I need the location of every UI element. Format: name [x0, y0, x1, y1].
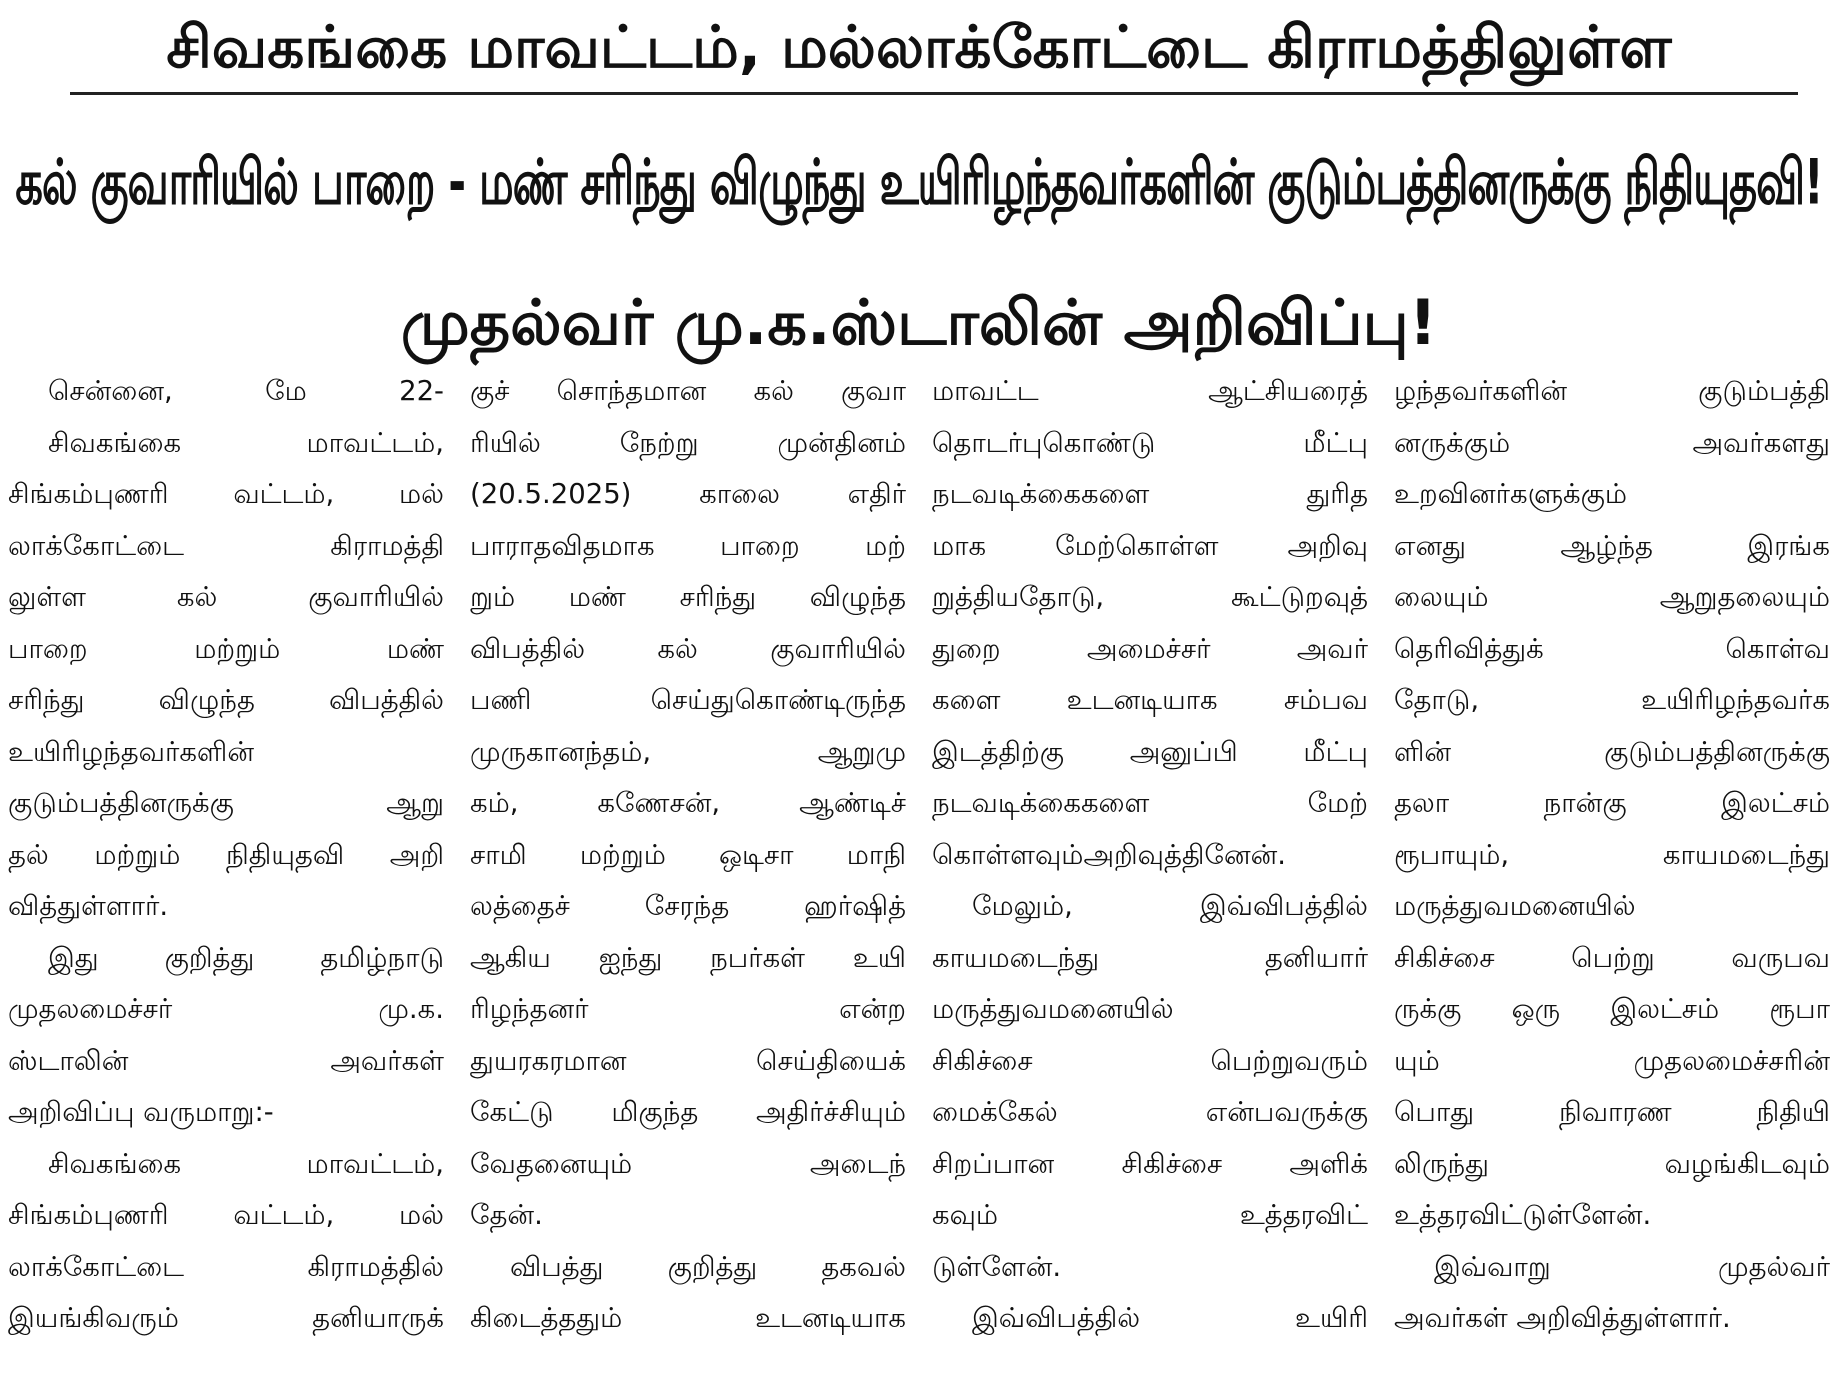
body-line: மைக்கேல் என்பவருக்கு — [932, 1096, 1368, 1128]
body-line: (20.5.2025) காலை எதிர் — [470, 478, 906, 510]
body-line: சென்னை, மே 22- — [48, 375, 444, 407]
body-line: ழந்தவர்களின் குடும்பத்தி — [1394, 375, 1830, 407]
body-line: லாக்கோட்டை கிராமத்தில் — [8, 1250, 444, 1283]
article-column-3 — [932, 366, 1368, 1366]
body-line: சிவகங்கை மாவட்டம், — [48, 426, 444, 459]
body-line: டுள்ளேன். — [932, 1250, 1062, 1283]
sub-headline: முதல்வர் மு.க.ஸ்டாலின் அறிவிப்பு! — [400, 286, 1438, 359]
body-line: முருகானந்தம், ஆறுமு — [470, 735, 906, 768]
body-line: சிகிச்சை பெற்று வருபவ — [1394, 941, 1830, 974]
body-line: நடவடிக்கைகளை துரித — [932, 478, 1368, 510]
body-line: லாக்கோட்டை கிராமத்தி — [8, 529, 444, 562]
body-line: மாக மேற்கொள்ள அறிவு — [932, 529, 1368, 562]
body-line: உத்தரவிட்டுள்ளேன். — [1394, 1199, 1652, 1231]
body-line: லிருந்து வழங்கிடவும் — [1394, 1147, 1830, 1180]
body-line: சிகிச்சை பெற்றுவரும் — [932, 1044, 1368, 1077]
body-line: அறிவிப்பு வருமாறு:- — [8, 1096, 274, 1128]
body-line: இடத்திற்கு அனுப்பி மீட்பு — [932, 735, 1368, 768]
body-line: எனது ஆழ்ந்த இரங்க — [1394, 529, 1830, 562]
body-line: பாராதவிதமாக பாறை மற் — [470, 529, 906, 562]
body-line: குச் சொந்தமான கல் குவா — [470, 375, 906, 407]
body-line: சிங்கம்புணரி வட்டம், மல் — [8, 478, 444, 510]
body-line: மாவட்ட ஆட்சியரைத் — [932, 375, 1368, 407]
body-line: கொள்ளவும்அறிவுத்தினேன். — [932, 838, 1287, 871]
body-line: துறை அமைச்சர் அவர் — [932, 632, 1368, 665]
body-line: தலா நான்கு இலட்சம் — [1394, 787, 1830, 819]
body-line: தெரிவித்துக் கொள்வ — [1394, 632, 1830, 665]
body-line: பணி செய்துகொண்டிருந்த — [470, 684, 906, 716]
body-line: ஆகிய ஐந்து நபர்கள் உயி — [470, 941, 906, 974]
body-line: கம், கணேசன், ஆண்டிச் — [470, 787, 906, 819]
body-line: இது குறித்து தமிழ்நாடு — [48, 941, 444, 974]
body-line: மருத்துவமனையில் — [932, 993, 1174, 1025]
main-headline: கல் குவாரியில் பாறை - மண் சரிந்து விழுந்து உயிரிழந்தவர்களின் குடும்பத்தினருக்கு நிதியுதவி! — [15, 146, 1823, 220]
body-line: சிறப்பான சிகிச்சை அளிக் — [932, 1147, 1368, 1180]
headline-divider — [70, 92, 1798, 95]
body-line: லையும் ஆறுதலையும் — [1394, 581, 1830, 613]
body-line: சாமி மற்றும் ஒடிசா மாநி — [470, 838, 906, 871]
body-line: னருக்கும் அவர்களது — [1394, 426, 1830, 459]
body-line: லுள்ள கல் குவாரியில் — [8, 581, 444, 613]
body-line: சரிந்து விழுந்த விபத்தில் — [8, 684, 444, 716]
body-line: றும் மண் சரிந்து விழுந்த — [470, 581, 906, 613]
body-line: வேதனையும் அடைந் — [470, 1147, 906, 1180]
body-line: விபத்து குறித்து தகவல் — [510, 1250, 906, 1283]
body-line: அவர்கள் அறிவித்துள்ளார். — [1394, 1302, 1731, 1334]
body-line: தொடர்புகொண்டு மீட்பு — [932, 426, 1368, 459]
body-line: சிவகங்கை மாவட்டம், — [48, 1147, 444, 1180]
body-line: மருத்துவமனையில் — [1394, 890, 1636, 922]
article-column-2 — [470, 366, 906, 1366]
body-line: தேன். — [470, 1199, 543, 1231]
body-line: கேட்டு மிகுந்த அதிர்ச்சியும் — [470, 1096, 906, 1128]
body-line: ஸ்டாலின் அவர்கள் — [8, 1044, 444, 1077]
article-column-4 — [1394, 366, 1830, 1366]
body-line: ரியில் நேற்று முன்தினம் — [470, 426, 906, 459]
kicker-headline: சிவகங்கை மாவட்டம், மல்லாக்கோட்டை கிராமத்திலுள்ள — [166, 13, 1672, 81]
body-line: ளின் குடும்பத்தினருக்கு — [1394, 735, 1830, 768]
body-line: றுத்தியதோடு, கூட்டுறவுத் — [932, 581, 1368, 613]
body-line: உறவினர்களுக்கும் — [1394, 478, 1628, 510]
body-line: பாறை மற்றும் மண் — [8, 632, 444, 665]
body-line: வித்துள்ளார். — [8, 890, 169, 922]
body-line: யும் முதலமைச்சரின் — [1394, 1044, 1830, 1077]
body-line: பொது நிவாரண நிதியி — [1394, 1096, 1830, 1128]
body-line: ரிழந்தனர் என்ற — [470, 993, 906, 1025]
body-line: தோடு, உயிரிழந்தவர்க — [1394, 684, 1830, 716]
body-line: சிங்கம்புணரி வட்டம், மல் — [8, 1199, 444, 1231]
body-line: காயமடைந்து தனியார் — [932, 941, 1368, 974]
body-line: இவ்விபத்தில் உயிரி — [972, 1302, 1368, 1334]
body-line: குடும்பத்தினருக்கு ஆறு — [8, 787, 444, 819]
body-line: நடவடிக்கைகளை மேற் — [932, 787, 1368, 819]
body-line: துயரகரமான செய்தியைக் — [470, 1044, 906, 1077]
body-line: இயங்கிவரும் தனியாருக் — [8, 1302, 444, 1334]
article-body — [8, 366, 1830, 1366]
body-line: கவும் உத்தரவிட் — [932, 1199, 1368, 1231]
body-line: இவ்வாறு முதல்வர் — [1434, 1250, 1830, 1283]
body-line: கிடைத்ததும் உடனடியாக — [470, 1302, 906, 1334]
body-line: விபத்தில் கல் குவாரியில் — [470, 632, 906, 665]
body-line: தல் மற்றும் நிதியுதவி அறி — [8, 838, 444, 871]
body-line: உயிரிழந்தவர்களின் — [8, 735, 254, 768]
body-line: முதலமைச்சர் மு.க. — [8, 993, 444, 1025]
body-line: மேலும், இவ்விபத்தில் — [972, 890, 1368, 922]
body-line: லத்தைச் சேரந்த ஹர்ஷித் — [470, 890, 906, 922]
body-line: ருக்கு ஒரு இலட்சம் ரூபா — [1394, 993, 1830, 1025]
body-line: களை உடனடியாக சம்பவ — [932, 684, 1368, 716]
body-line: ரூபாயும், காயமடைந்து — [1394, 838, 1830, 871]
article-column-1 — [8, 366, 444, 1366]
